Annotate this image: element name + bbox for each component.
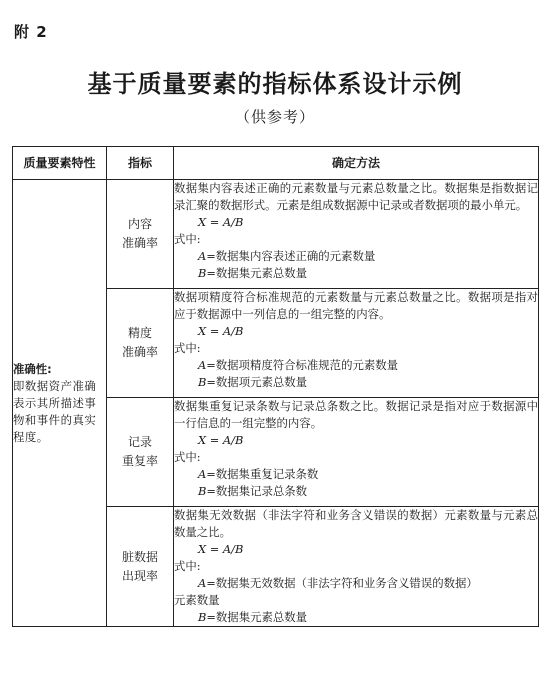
- method-cell: [174, 289, 539, 398]
- header-method: 确定方法: [174, 147, 539, 180]
- variable-b-definition: =数据集元素总数量: [206, 266, 308, 280]
- variable-a: A: [198, 467, 207, 481]
- page-subtitle: （供参考）: [234, 108, 315, 126]
- feature-title: 准确性:: [13, 361, 52, 376]
- indicator-cell: [107, 180, 174, 289]
- variable-a-line: [174, 466, 538, 483]
- variable-b-line: [174, 483, 538, 500]
- variable-b-line: [174, 609, 538, 626]
- variable-b: B: [198, 375, 207, 389]
- variable-b-definition: =数据集记录总条数: [206, 484, 308, 498]
- variable-a: A: [198, 249, 207, 263]
- variable-b: B: [198, 484, 207, 498]
- appendix-label: 附 2: [14, 23, 48, 41]
- where-label: 式中:: [174, 232, 201, 246]
- feature-cell: [13, 180, 107, 627]
- variable-a-continuation: 元素数量: [174, 593, 220, 607]
- variable-a-definition: =数据集内容表述正确的元素数量: [206, 249, 376, 263]
- page-title: 基于质量要素的指标体系设计示例: [87, 69, 463, 98]
- indicator-cell: [107, 289, 174, 398]
- indicator-line: 出现率: [121, 568, 158, 583]
- indicator-line: 重复率: [121, 454, 158, 468]
- indicator-line: 准确率: [121, 345, 158, 359]
- method-cell: [174, 180, 539, 289]
- formula: X = A/B: [198, 324, 244, 338]
- variable-b-definition: =数据项元素总数量: [206, 375, 308, 389]
- formula: X = A/B: [198, 433, 244, 447]
- variable-b: B: [198, 610, 207, 624]
- method-cell: [174, 398, 539, 507]
- indicator-cell: [107, 507, 174, 627]
- indicator-line: 内容: [127, 217, 152, 231]
- indicator-line: 准确率: [121, 236, 158, 250]
- method-description: 数据集重复记录条数与记录总条数之比。数据记录是指对应于数据源中一行信息的一组完整的内容。: [174, 399, 538, 430]
- method-description: 数据集内容表述正确的元素数量与元素总数量之比。数据集是指数据记录汇聚的数据形式。元素是组成数据源中记录或者数据项的最小单元。: [174, 181, 538, 212]
- variable-b-line: [174, 374, 538, 391]
- variable-a: A: [198, 358, 207, 372]
- indicator-line: 精度: [127, 326, 152, 340]
- table-row: [13, 180, 539, 289]
- variable-a-line: [174, 248, 538, 265]
- variable-a-line: [174, 357, 538, 374]
- variable-b-line: [174, 265, 538, 282]
- header-indicator: 指标: [107, 147, 174, 180]
- indicator-line: 脏数据: [121, 549, 158, 564]
- method-description: 数据集无效数据（非法字符和业务含义错误的数据）元素数量与元素总数量之比。: [174, 508, 538, 539]
- where-label: 式中:: [174, 559, 201, 573]
- feature-description: 即数据资产准确表示其所描述事物和事件的真实程度。: [13, 378, 97, 444]
- variable-b-definition: =数据集元素总数量: [206, 610, 308, 624]
- where-label: 式中:: [174, 450, 201, 464]
- indicator-table: [12, 146, 539, 627]
- formula: X = A/B: [198, 542, 244, 556]
- method-description: 数据项精度符合标准规范的元素数量与元素总数量之比。数据项是指对应于数据源中一列信息的一组完整的内容。: [174, 290, 538, 321]
- variable-a: A: [198, 576, 207, 590]
- variable-a-definition: =数据集重复记录条数: [206, 467, 319, 481]
- indicator-line: 记录: [127, 435, 152, 449]
- variable-a-line: [174, 575, 538, 592]
- header-feature: 质量要素特性: [13, 147, 107, 180]
- formula: X = A/B: [198, 215, 244, 229]
- method-cell: [174, 507, 539, 627]
- where-label: 式中:: [174, 341, 201, 355]
- variable-b: B: [198, 266, 207, 280]
- variable-a-definition: =数据集无效数据（非法字符和业务含义错误的数据）: [206, 576, 478, 590]
- table-header-row: [13, 147, 539, 180]
- indicator-cell: [107, 398, 174, 507]
- variable-a-definition: =数据项精度符合标准规范的元素数量: [206, 358, 399, 372]
